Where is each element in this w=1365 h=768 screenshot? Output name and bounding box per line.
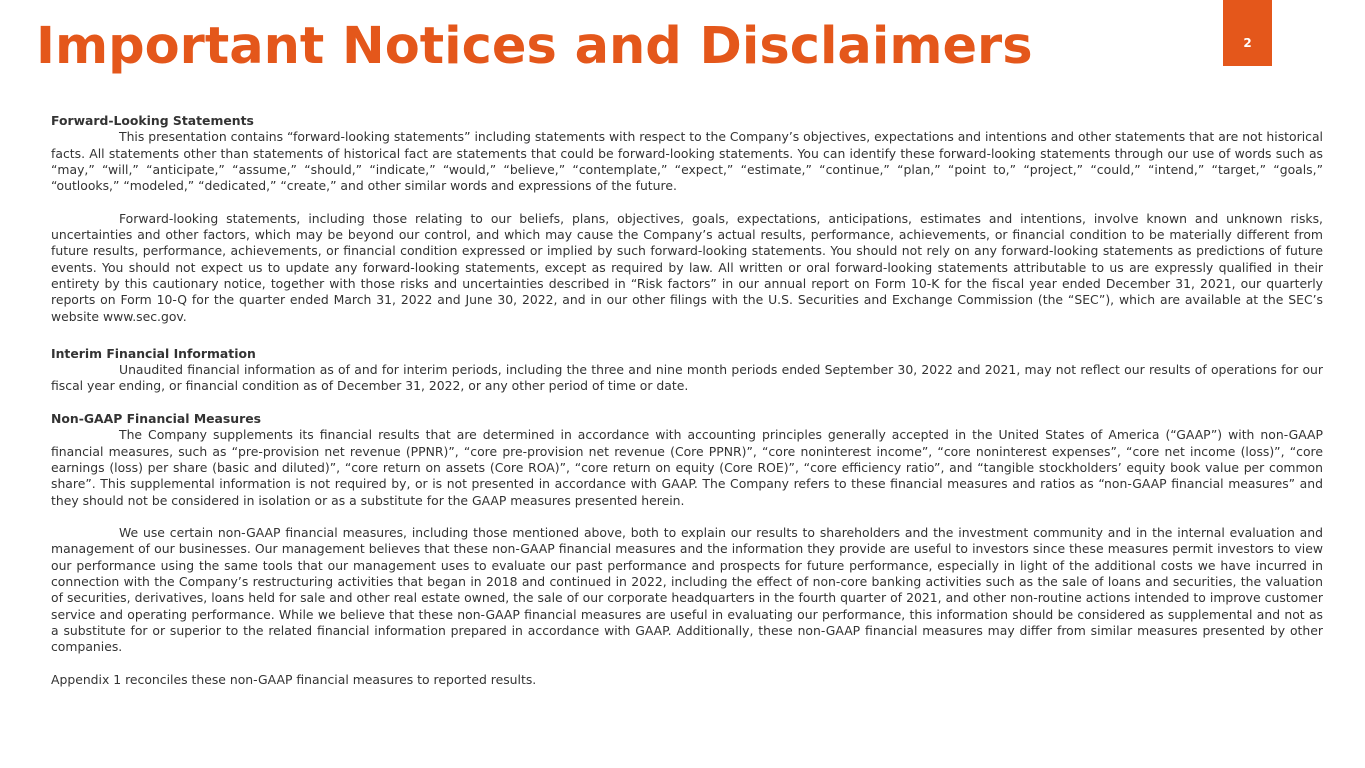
interim-heading: Interim Financial Information <box>51 345 256 361</box>
spacer <box>51 509 1323 525</box>
disclaimer-body <box>51 113 1323 688</box>
page-title: Important Notices and Disclaimers <box>36 17 1033 76</box>
forward-looking-paragraph-1: This presentation contains “forward-looking statements” including statements with respect to the Company’s objectives, expectations and intentions and other statements that are not historical facts. All statements other than statements of historical fact are statements that could be forward-looking statements. You can identify these forward-looking statements through our use of words such as “may,” “will,” “anticipate,” “assume,” “should,” “indicate,” “would,” “believe,” “contemplate,” “expect,” “estimate,” “continue,” “plan,” “point to,” “project,” “could,” “intend,” “target,” “goals,” “outlooks,” “modeled,” “dedicated,” “create,” and other similar words and expressions of the future. <box>51 129 1323 194</box>
forward-looking-paragraph-2: Forward-looking statements, including those relating to our beliefs, plans, objectives, goals, expectations, anticipations, estimates and intentions, involve known and unknown risks, uncertainties and other factors, which may be beyond our control, and which may cause the Company’s actual results, performance, achievements, or financial condition to be materially different from future results, performance, achievements, or financial condition expressed or implied by such forward-looking statements. You should not rely on any forward-looking statements as predictions of future events. You should not expect us to update any forward-looking statements, except as required by law. All written or oral forward-looking statements attributable to us are expressly qualified in their entirety by this cautionary notice, together with those risks and uncertainties described in “Risk factors” in our annual report on Form 10-K for the fiscal year ended December 31, 2021, our quarterly reports on Form 10-Q for the quarter ended March 31, 2022 and June 30, 2022, and in our other filings with the U.S. Securities and Exchange Commission (the “SEC”), which are available at the SEC’s website www.sec.gov. <box>51 210 1323 324</box>
page-number-badge: 2 <box>1223 0 1272 66</box>
spacer <box>51 325 1323 346</box>
spacer <box>51 194 1323 210</box>
spacer <box>51 656 1323 672</box>
non-gaap-paragraph-1: The Company supplements its financial results that are determined in accordance with accounting principles generally accepted in the United States of America (“GAAP”) with non-GAAP financial measures, such as “pre-provision net revenue (PPNR)”, “core pre-provision net revenue (Core PPNR)”, “core noninterest income”, “core noninterest expenses”, “core net income (loss)”, “core earnings (loss) per share (basic and diluted)”, “core return on assets (Core ROA)”, “core return on equity (Core ROE)”, “core efficiency ratio”, and “tangible stockholders’ equity book value per common share”. This supplemental information is not required by, or is not presented in accordance with GAAP. The Company refers to these financial measures and ratios as “non-GAAP financial measures” and they should not be considered in isolation or as a substitute for the GAAP measures presented herein. <box>51 427 1323 508</box>
forward-looking-heading: Forward-Looking Statements <box>51 113 254 128</box>
appendix-note: Appendix 1 reconciles these non-GAAP financial measures to reported results. <box>51 671 537 687</box>
interim-paragraph: Unaudited financial information as of and for interim periods, including the three and nine month periods ended September 30, 2022 and 2021, may not reflect our results of operations for our fiscal year ending, or financial condition as of December 31, 2022, or any other period of time or date. <box>51 362 1323 394</box>
spacer <box>51 395 1323 411</box>
non-gaap-heading: Non-GAAP Financial Measures <box>51 411 261 427</box>
non-gaap-paragraph-2: We use certain non-GAAP financial measures, including those mentioned above, both to explain our results to shareholders and the investment community and in the internal evaluation and management of our businesses. Our management believes that these non-GAAP financial measures and the information they provide are useful to investors since these measures permit investors to view our performance using the same tools that our management uses to evaluate our past performance and prospects for future performance, especially in light of the additional costs we have incurred in connection with the Company’s restructuring activities that began in 2018 and continued in 2022, including the effect of non-core banking activities such as the sale of loans and securities, the valuation of securities, derivatives, loans held for sale and other real estate owned, the sale of our corporate headquarters in the fourth quarter of 2021, and other non-routine actions intended to improve customer service and operating performance. While we believe that these non-GAAP financial measures are useful in evaluating our performance, this information should be considered as supplemental and not as a substitute for or superior to the related financial information prepared in accordance with GAAP. Additionally, these non-GAAP financial measures may differ from similar measures presented by other companies. <box>51 525 1323 655</box>
